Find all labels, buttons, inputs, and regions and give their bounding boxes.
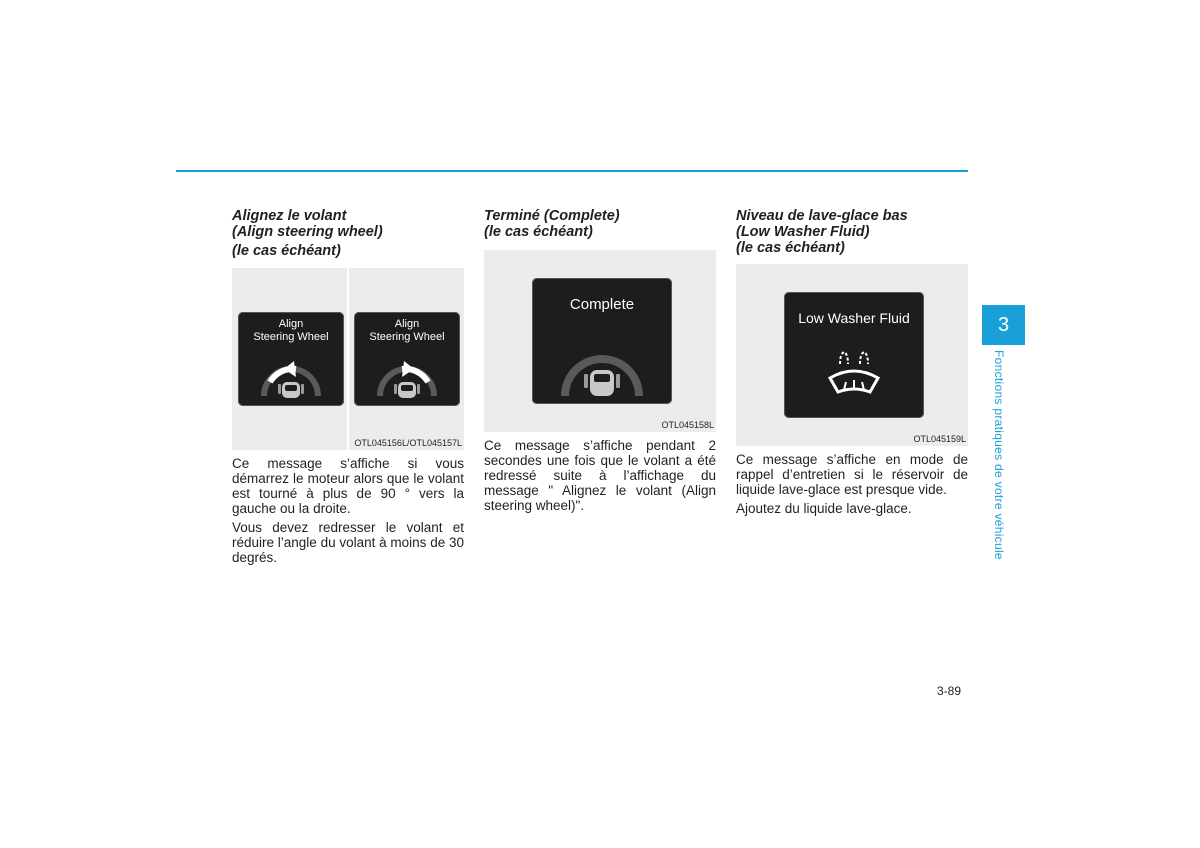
- panel-title: Low Washer Fluid: [798, 310, 910, 326]
- figure-code: OTL045156L/OTL045157L: [354, 438, 462, 448]
- cluster-panel-washer: [784, 292, 924, 418]
- washer-fluid-icon: [824, 348, 884, 398]
- figure-align-steering: [232, 268, 464, 450]
- section-heading: [736, 208, 968, 256]
- heading-line: (Align steering wheel): [232, 224, 383, 240]
- section-body: [484, 438, 716, 513]
- cluster-panel-right: [354, 312, 460, 406]
- heading-line: Niveau de lave-glace bas: [736, 208, 908, 224]
- figure-code: OTL045159L: [913, 434, 966, 444]
- paragraph: Ajoutez du liquide lave-glace.: [736, 501, 912, 516]
- panel-title: Align Steering Wheel: [369, 318, 445, 343]
- cluster-panel-left: [238, 312, 344, 406]
- chapter-tab: 3: [982, 305, 1025, 345]
- chapter-side-title: Fonctions pratiques de votre véhicule: [992, 350, 1006, 560]
- section-body: [232, 456, 464, 565]
- steering-left-arrow-icon: [256, 352, 326, 402]
- paragraph: Ce message s’affiche en mode de rappel d’entretien si le réservoir de liquide lave-glace est presque vide.: [736, 452, 968, 497]
- top-rule: [176, 170, 968, 172]
- panel-title: Align Steering Wheel: [253, 318, 329, 343]
- heading-line: Alignez le volant: [232, 208, 347, 224]
- section-heading: [484, 208, 716, 240]
- steering-right-arrow-icon: [372, 352, 442, 402]
- heading-line: (le cas échéant): [736, 240, 845, 256]
- paragraph: Ce message s’affiche si vous démarrez le moteur alors que le volant est tourné à plus de 90 ° vers la gauche ou la droite.: [232, 456, 464, 516]
- steering-centered-icon: [557, 338, 647, 398]
- figure-complete: [484, 250, 716, 432]
- cluster-panel-complete: [532, 278, 672, 404]
- section-align-steering: [232, 208, 464, 569]
- paragraph: Vous devez redresser le volant et réduire l’angle du volant à moins de 30 degrés.: [232, 520, 464, 565]
- heading-line: (le cas échéant): [232, 243, 341, 259]
- panel-title: Complete: [569, 296, 635, 313]
- page-number: 3-89: [937, 684, 962, 698]
- section-low-washer-fluid: [736, 208, 968, 520]
- section-heading: [232, 208, 464, 259]
- paragraph: Ce message s’affiche pendant 2 secondes une fois que le volant a été redressé suite à l’affichage du message " Alignez le volant (Align steering wheel)".: [484, 438, 716, 513]
- figure-code: OTL045158L: [661, 420, 714, 430]
- figure-low-washer-fluid: [736, 264, 968, 446]
- section-body: [736, 452, 968, 516]
- heading-line: (le cas échéant): [484, 224, 593, 240]
- section-complete: [484, 208, 716, 517]
- heading-line: Terminé (Complete): [484, 208, 620, 224]
- figure-divider: [347, 268, 349, 450]
- heading-line: (Low Washer Fluid): [736, 224, 870, 240]
